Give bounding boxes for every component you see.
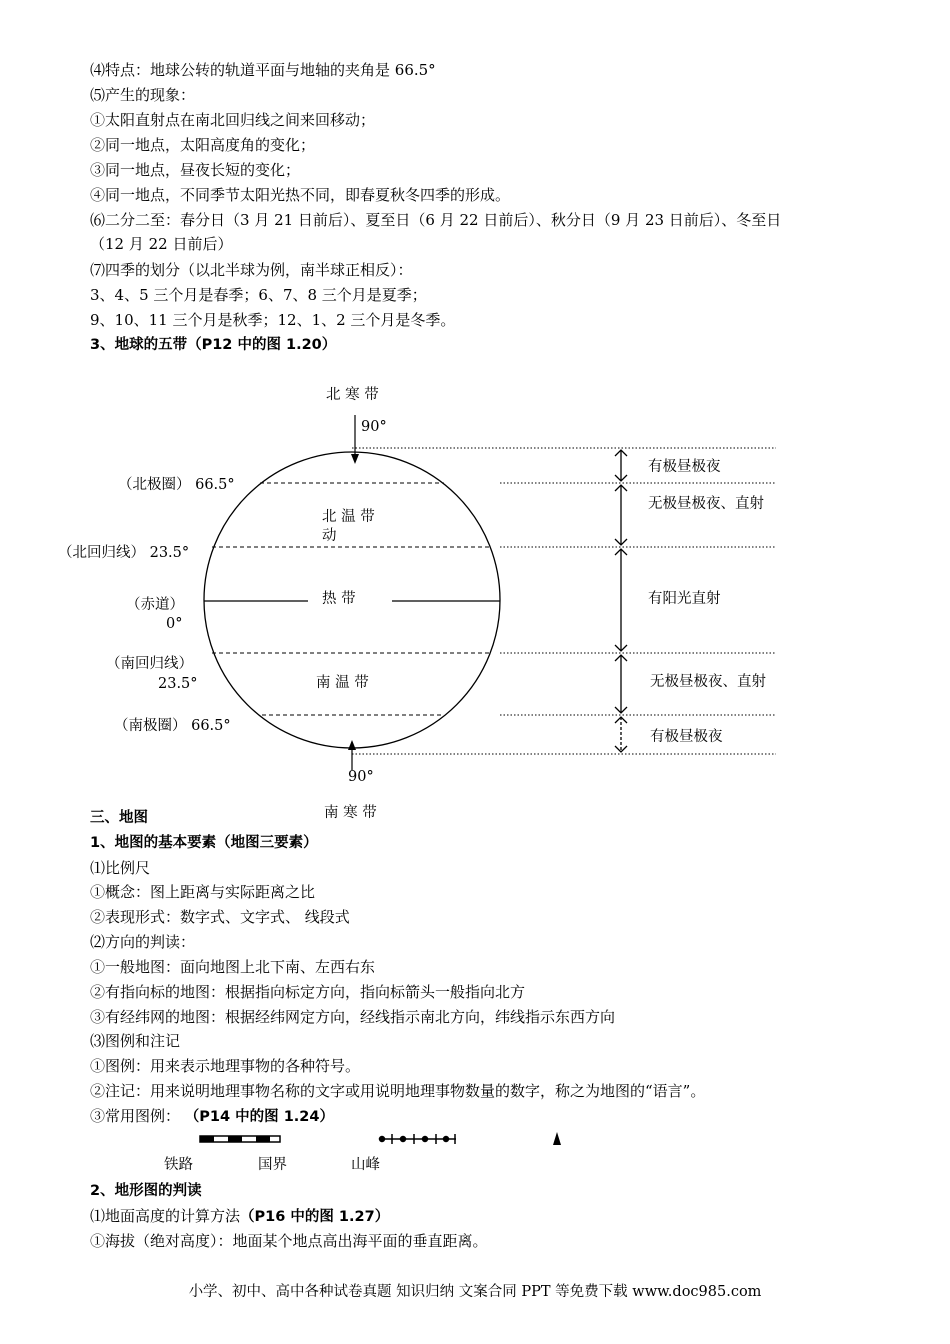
north-frigid-label: 北 寒 带: [326, 387, 379, 403]
text-line: ①太阳直射点在南北回归线之间来回移动；: [90, 111, 376, 129]
map-line: ②注记：用来说明地理事物名称的文字或用说明地理事物数量的数字，称之为地图的“语言”。: [90, 1082, 706, 1100]
north-temperate-extra: 动: [322, 528, 337, 544]
range-label-5: 有极昼极夜: [650, 729, 723, 745]
map-line: ①概念：图上距离与实际距离之比: [90, 883, 316, 901]
map-line: ①图例：用来表示地理事物的各种符号。: [90, 1057, 361, 1075]
text-line: ④同一地点，不同季节太阳光热不同，即春夏秋冬四季的形成。: [90, 186, 511, 204]
tropic-capricorn-name-label: （南回归线）: [106, 656, 193, 672]
legend-label-railway: 铁路: [164, 1157, 193, 1173]
north-temperate-label: 北 温 带: [322, 509, 375, 525]
tropic-cancer-label: （北回归线） 23.5°: [58, 545, 190, 561]
border-symbol: [380, 1134, 457, 1144]
page-footer: 小学、初中、高中各种试卷真题 知识归纳 文案合同 PPT 等免费下载 www.doc985.com: [188, 1284, 762, 1300]
north-ray-arrowhead: [351, 454, 359, 464]
railway-symbol: [200, 1136, 280, 1142]
arctic-circle-label: （北极圈） 66.5°: [118, 477, 235, 493]
terrain-line-1: [90, 1206, 389, 1227]
range-label-2: 无极昼极夜、直射: [648, 496, 764, 512]
map-line: ①一般地图：面向地图上北下南、左西右东: [90, 958, 376, 976]
text-line: 3、4、5 三个月是春季；6、7、8 三个月是夏季；: [90, 286, 427, 304]
map-line: ⑴比例尺: [90, 859, 151, 877]
north-90-label: 90°: [361, 419, 387, 435]
section-title: 3、地球的五带（P12 中的图 1.20）: [90, 337, 337, 353]
range-label-4: 无极昼极夜、直射: [650, 674, 766, 690]
map-line: 1、地图的基本要素（地图三要素）: [90, 835, 318, 851]
antarctic-circle-label: （南极圈） 66.5°: [114, 718, 231, 734]
south-frigid-label: 南 寒 带: [324, 805, 377, 821]
mountain-peak-symbol: [553, 1132, 561, 1145]
south-90-label: 90°: [348, 769, 374, 785]
map-line: ②有指向标的地图：根据指向标定方向，指向标箭头一般指向北方: [90, 983, 526, 1001]
south-ray-arrowhead: [348, 740, 356, 750]
south-temperate-label: 南 温 带: [316, 675, 369, 691]
map-line: ⑶图例和注记: [90, 1032, 181, 1050]
text-line: ⑺四季的划分（以北半球为例，南半球正相反）：: [90, 261, 413, 279]
text-line: ③同一地点，昼夜长短的变化；: [90, 161, 301, 179]
text-line: 9、10、11 三个月是秋季；12、1、2 三个月是冬季。: [90, 311, 456, 329]
legend-intro-line: [90, 1106, 334, 1127]
range-label-3: 有阳光直射: [648, 591, 721, 607]
legend-symbols: [0, 1128, 950, 1158]
text-line: ⑹二分二至：春分日（3 月 21 日前后）、夏至日（6 月 22 日前后）、秋分日（9 月 23 日前后）、冬至日: [90, 211, 782, 229]
text-line: ⑸产生的现象：: [90, 86, 196, 104]
terrain-line-1-text: ⑴地面高度的计算方法: [90, 1207, 241, 1225]
legend-ref: （P14 中的图 1.24）: [184, 1109, 334, 1125]
terrain-title: 2、地形图的判读: [90, 1183, 202, 1199]
legend-intro: ③常用图例：: [90, 1107, 181, 1125]
map-line: ②表现形式：数字式、文字式、 线段式: [90, 908, 350, 926]
map-line: ⑵方向的判读：: [90, 933, 196, 951]
legend-label-border: 国界: [258, 1157, 287, 1173]
legend-label-peak: 山峰: [351, 1157, 380, 1173]
tropical-zone-label: 热 带: [322, 591, 356, 607]
tropic-capricorn-degree-label: 23.5°: [158, 676, 198, 692]
range-label-1: 有极昼极夜: [648, 459, 721, 475]
map-section-title: 三、地图: [90, 810, 148, 826]
text-line: ②同一地点，太阳高度角的变化；: [90, 136, 316, 154]
map-line: ③有经纬网的地图：根据经纬网定方向，经线指示南北方向，纬线指示东西方向: [90, 1008, 616, 1026]
equator-name-label: （赤道）: [126, 597, 184, 613]
text-line: （12 月 22 日前后）: [90, 235, 233, 253]
text-line: ⑷特点：地球公转的轨道平面与地轴的夹角是 66.5°: [90, 61, 436, 79]
equator-degree-label: 0°: [166, 616, 183, 632]
terrain-line-2: ①海拔（绝对高度）：地面某个地点高出海平面的垂直距离。: [90, 1232, 488, 1250]
terrain-line-1-ref: （P16 中的图 1.27）: [240, 1209, 390, 1225]
five-zones-diagram: [0, 370, 950, 830]
zone-range-arrows: [615, 450, 627, 752]
